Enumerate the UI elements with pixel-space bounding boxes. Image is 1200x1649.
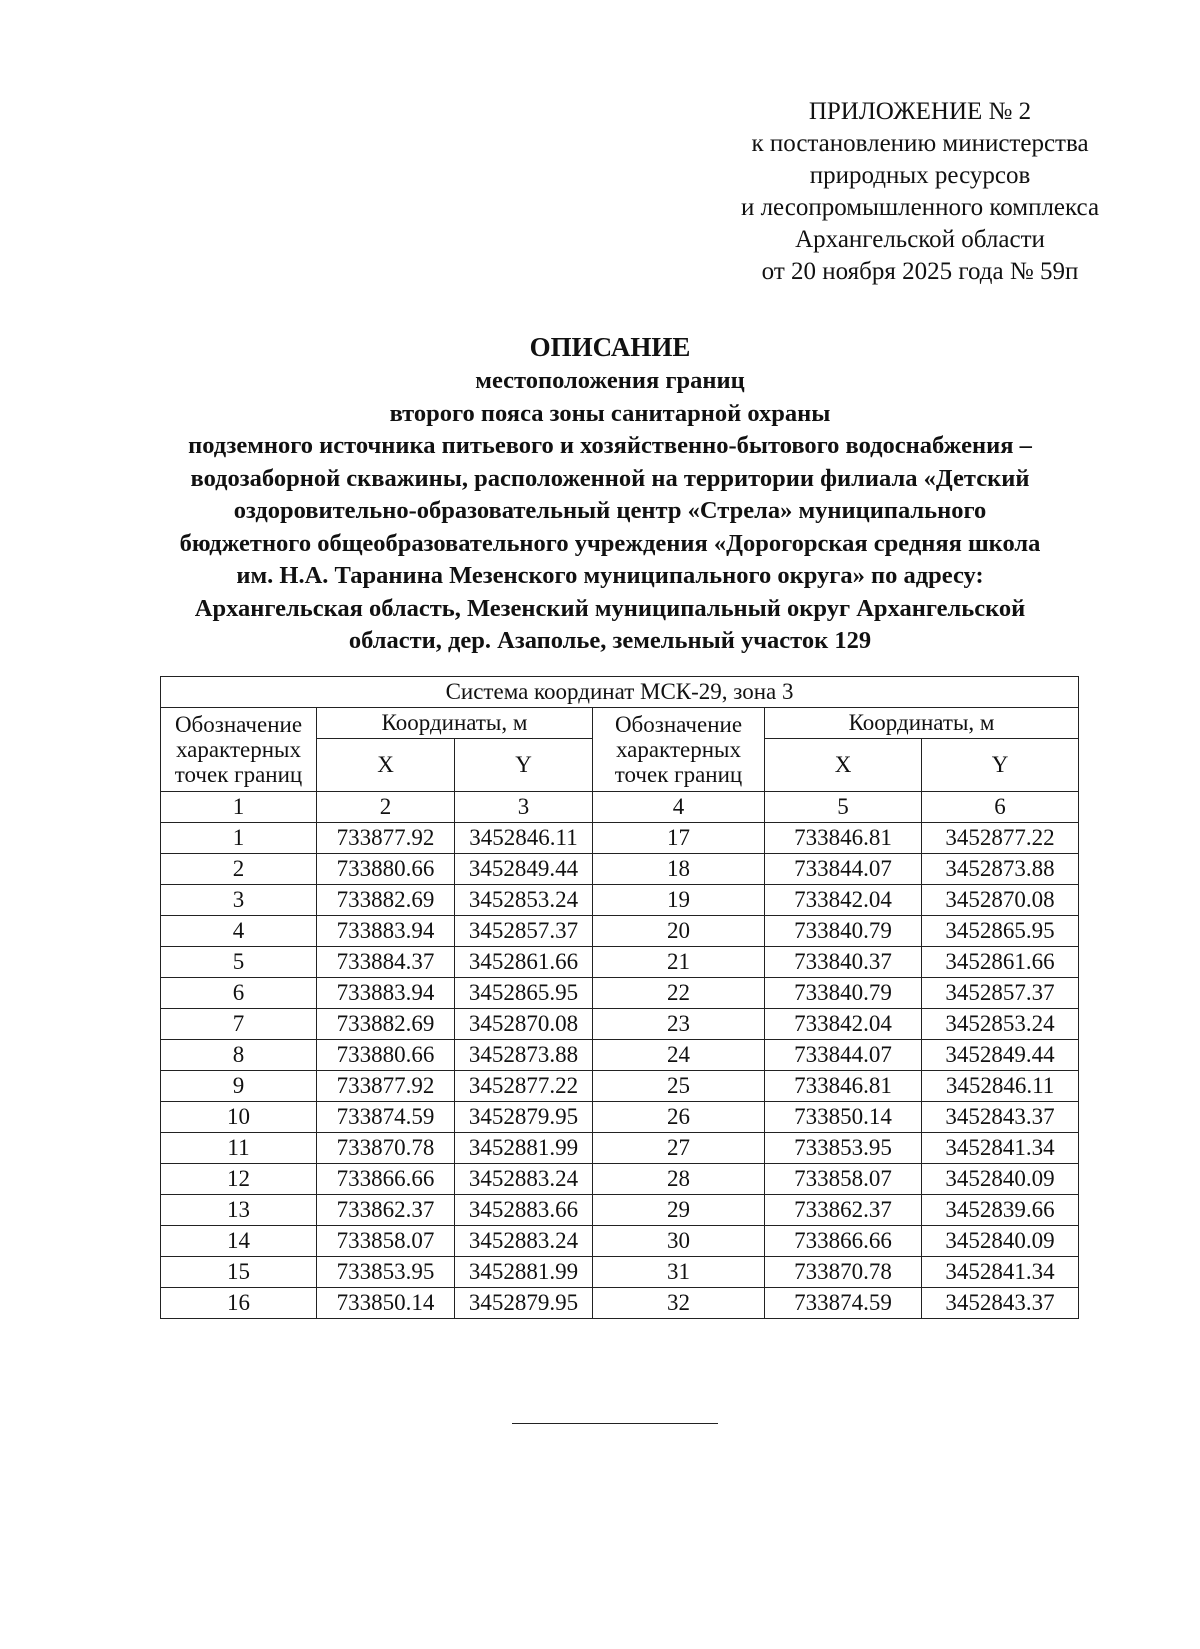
appendix-line: природных ресурсов xyxy=(809,162,1031,189)
x-coordinate: 733882.69 xyxy=(317,1009,455,1040)
subtitle-line: бюджетного общеобразовательного учреждения «Дорогорская средняя школа xyxy=(179,529,1041,557)
y-coordinate: 3452870.08 xyxy=(455,1009,593,1040)
table-row xyxy=(161,1040,1079,1071)
y-coordinate: 3452840.09 xyxy=(922,1226,1079,1257)
table-row xyxy=(161,1195,1079,1226)
document-title: ОПИСАНИЕ xyxy=(529,332,691,362)
y-coordinate: 3452873.88 xyxy=(455,1040,593,1071)
point-number: 11 xyxy=(161,1133,317,1164)
subtitle-line: Архангельская область, Мезенский муниципальный округ Архангельской xyxy=(194,594,1026,622)
y-coordinate: 3452853.24 xyxy=(922,1009,1079,1040)
y-coordinate: 3452839.66 xyxy=(922,1195,1079,1226)
point-number: 12 xyxy=(161,1164,317,1195)
point-number: 24 xyxy=(593,1040,765,1071)
x-coordinate: 733844.07 xyxy=(765,854,922,885)
point-number: 29 xyxy=(593,1195,765,1226)
point-designation-header: Обозначение характерных точек границ xyxy=(593,708,765,792)
point-number: 14 xyxy=(161,1226,317,1257)
y-coordinate: 3452861.66 xyxy=(455,947,593,978)
y-coordinate: 3452865.95 xyxy=(922,916,1079,947)
point-number: 10 xyxy=(161,1102,317,1133)
x-coordinate: 733877.92 xyxy=(317,1071,455,1102)
y-coordinate: 3452849.44 xyxy=(455,854,593,885)
x-coordinate: 733866.66 xyxy=(765,1226,922,1257)
y-coordinate: 3452846.11 xyxy=(455,823,593,854)
y-coordinate: 3452883.24 xyxy=(455,1164,593,1195)
y-coordinate: 3452841.34 xyxy=(922,1257,1079,1288)
table-row xyxy=(161,1133,1079,1164)
point-number: 31 xyxy=(593,1257,765,1288)
point-number: 9 xyxy=(161,1071,317,1102)
x-coordinate: 733883.94 xyxy=(317,978,455,1009)
y-coordinate: 3452865.95 xyxy=(455,978,593,1009)
y-coordinate: 3452883.24 xyxy=(455,1226,593,1257)
subtitle-line: области, дер. Азаполье, земельный участок 129 xyxy=(348,627,872,654)
x-coordinate: 733844.07 xyxy=(765,1040,922,1071)
point-number: 27 xyxy=(593,1133,765,1164)
point-number: 7 xyxy=(161,1009,317,1040)
y-coordinate: 3452861.66 xyxy=(922,947,1079,978)
x-coordinate: 733858.07 xyxy=(765,1164,922,1195)
subtitle-line: им. Н.А. Таранина Мезенского муниципального округа» по адресу: xyxy=(236,562,984,589)
x-coordinate: 733840.37 xyxy=(765,947,922,978)
point-number: 30 xyxy=(593,1226,765,1257)
x-coordinate: 733840.79 xyxy=(765,916,922,947)
y-column-header: Y xyxy=(455,739,593,792)
y-coordinate: 3452879.95 xyxy=(455,1102,593,1133)
x-coordinate: 733870.78 xyxy=(765,1257,922,1288)
table-row xyxy=(161,823,1079,854)
coordinates-header: Координаты, м xyxy=(765,708,1079,739)
x-coordinate: 733846.81 xyxy=(765,1071,922,1102)
x-coordinate: 733842.04 xyxy=(765,1009,922,1040)
point-number: 32 xyxy=(593,1288,765,1319)
y-coordinate: 3452883.66 xyxy=(455,1195,593,1226)
point-number: 21 xyxy=(593,947,765,978)
table-row xyxy=(161,1257,1079,1288)
y-coordinate: 3452881.99 xyxy=(455,1257,593,1288)
closing-rule xyxy=(512,1423,718,1424)
y-coordinate: 3452846.11 xyxy=(922,1071,1079,1102)
y-coordinate: 3452841.34 xyxy=(922,1133,1079,1164)
subtitle-line: оздоровительно-образовательный центр «Стрела» муниципального xyxy=(233,497,987,524)
y-column-header: Y xyxy=(922,739,1079,792)
y-coordinate: 3452873.88 xyxy=(922,854,1079,885)
appendix-line: от 20 ноября 2025 года № 59п xyxy=(761,258,1079,285)
column-number: 4 xyxy=(593,792,765,823)
table-row xyxy=(161,1288,1079,1319)
x-coordinate: 733880.66 xyxy=(317,854,455,885)
table-row xyxy=(161,1071,1079,1102)
x-coordinate: 733874.59 xyxy=(317,1102,455,1133)
point-number: 2 xyxy=(161,854,317,885)
point-number: 28 xyxy=(593,1164,765,1195)
x-coordinate: 733862.37 xyxy=(317,1195,455,1226)
table-row xyxy=(161,885,1079,916)
column-number: 5 xyxy=(765,792,922,823)
point-number: 13 xyxy=(161,1195,317,1226)
column-number: 3 xyxy=(455,792,593,823)
point-number: 25 xyxy=(593,1071,765,1102)
table-row xyxy=(161,1226,1079,1257)
x-coordinate: 733840.79 xyxy=(765,978,922,1009)
x-coordinate: 733884.37 xyxy=(317,947,455,978)
point-number: 19 xyxy=(593,885,765,916)
coordinates-table xyxy=(160,676,1079,1319)
y-coordinate: 3452877.22 xyxy=(922,823,1079,854)
table-caption-row xyxy=(161,677,1079,708)
y-coordinate: 3452870.08 xyxy=(922,885,1079,916)
y-coordinate: 3452843.37 xyxy=(922,1288,1079,1319)
x-coordinate: 733862.37 xyxy=(765,1195,922,1226)
table-row xyxy=(161,978,1079,1009)
appendix-line: ПРИЛОЖЕНИЕ № 2 xyxy=(808,98,1032,125)
y-coordinate: 3452849.44 xyxy=(922,1040,1079,1071)
point-number: 20 xyxy=(593,916,765,947)
point-number: 5 xyxy=(161,947,317,978)
subtitle-line: подземного источника питьевого и хозяйственно-бытового водоснабжения – xyxy=(188,432,1032,459)
appendix-header xyxy=(700,96,1140,288)
coordinates-header: Координаты, м xyxy=(317,708,593,739)
x-coordinate: 733883.94 xyxy=(317,916,455,947)
document-title-block xyxy=(100,330,1120,658)
x-coordinate: 733866.66 xyxy=(317,1164,455,1195)
point-number: 4 xyxy=(161,916,317,947)
x-coordinate: 733842.04 xyxy=(765,885,922,916)
coordinate-system-caption: Система координат МСК-29, зона 3 xyxy=(161,677,1079,708)
table-header-row xyxy=(161,708,1079,739)
column-number: 6 xyxy=(922,792,1079,823)
x-coordinate: 733858.07 xyxy=(317,1226,455,1257)
x-column-header: X xyxy=(765,739,922,792)
x-coordinate: 733853.95 xyxy=(765,1133,922,1164)
column-number: 1 xyxy=(161,792,317,823)
point-number: 17 xyxy=(593,823,765,854)
point-number: 1 xyxy=(161,823,317,854)
point-number: 15 xyxy=(161,1257,317,1288)
appendix-line: и лесопромышленного комплекса xyxy=(740,194,1100,221)
y-coordinate: 3452879.95 xyxy=(455,1288,593,1319)
point-number: 22 xyxy=(593,978,765,1009)
x-coordinate: 733877.92 xyxy=(317,823,455,854)
y-coordinate: 3452881.99 xyxy=(455,1133,593,1164)
point-number: 26 xyxy=(593,1102,765,1133)
point-number: 23 xyxy=(593,1009,765,1040)
point-number: 18 xyxy=(593,854,765,885)
x-coordinate: 733880.66 xyxy=(317,1040,455,1071)
y-coordinate: 3452840.09 xyxy=(922,1164,1079,1195)
table-row xyxy=(161,854,1079,885)
column-number: 2 xyxy=(317,792,455,823)
y-coordinate: 3452857.37 xyxy=(922,978,1079,1009)
table-row xyxy=(161,916,1079,947)
subtitle-line: водозаборной скважины, расположенной на территории филиала «Детский xyxy=(190,464,1030,492)
point-designation-header: Обозначение характерных точек границ xyxy=(161,708,317,792)
table-row xyxy=(161,947,1079,978)
x-coordinate: 733870.78 xyxy=(317,1133,455,1164)
subtitle-line: местоположения границ xyxy=(475,367,745,394)
x-column-header: X xyxy=(317,739,455,792)
table-row xyxy=(161,1164,1079,1195)
point-number: 3 xyxy=(161,885,317,916)
x-coordinate: 733874.59 xyxy=(765,1288,922,1319)
y-coordinate: 3452853.24 xyxy=(455,885,593,916)
point-number: 6 xyxy=(161,978,317,1009)
point-number: 16 xyxy=(161,1288,317,1319)
table-row xyxy=(161,1009,1079,1040)
table-row xyxy=(161,1102,1079,1133)
x-coordinate: 733882.69 xyxy=(317,885,455,916)
appendix-line: Архангельской области xyxy=(795,226,1045,253)
column-number-row xyxy=(161,792,1079,823)
x-coordinate: 733850.14 xyxy=(317,1288,455,1319)
appendix-line: к постановлению министерства xyxy=(751,130,1089,157)
y-coordinate: 3452877.22 xyxy=(455,1071,593,1102)
y-coordinate: 3452857.37 xyxy=(455,916,593,947)
x-coordinate: 733850.14 xyxy=(765,1102,922,1133)
point-number: 8 xyxy=(161,1040,317,1071)
x-coordinate: 733853.95 xyxy=(317,1257,455,1288)
y-coordinate: 3452843.37 xyxy=(922,1102,1079,1133)
x-coordinate: 733846.81 xyxy=(765,823,922,854)
subtitle-line: второго пояса зоны санитарной охраны xyxy=(389,399,831,427)
